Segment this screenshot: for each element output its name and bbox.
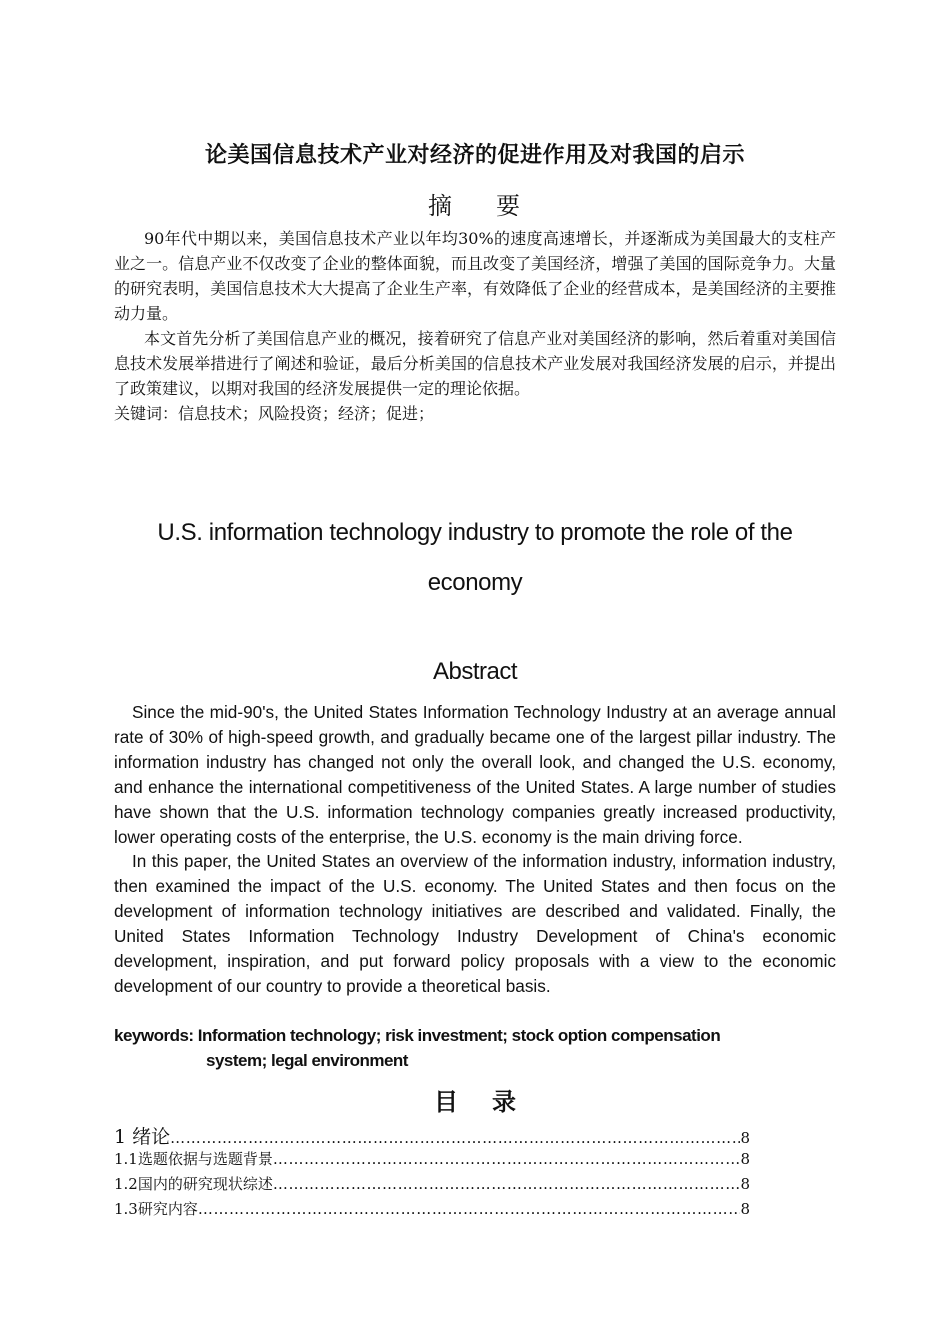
toc-entry-1-1[interactable] xyxy=(114,1148,750,1173)
toc-entry-page: 8 xyxy=(740,1200,750,1218)
toc-leader-dots xyxy=(170,1129,740,1147)
toc-leader-dots xyxy=(273,1150,741,1168)
chinese-title: 论美国信息技术产业对经济的促进作用及对我国的启示 xyxy=(204,143,745,168)
english-keywords-line-2: system; legal environment xyxy=(206,1051,408,1070)
toc-heading-char-1: 目 xyxy=(434,1088,458,1116)
toc-heading xyxy=(114,1082,836,1117)
english-title-line-2: economy xyxy=(427,569,523,596)
english-abstract-body xyxy=(114,700,836,999)
chinese-abstract-body xyxy=(114,226,836,426)
english-keywords-line-1: keywords: Information technology; risk investment; stock option compensation xyxy=(114,1026,721,1045)
toc-entry-page: 8 xyxy=(740,1150,750,1168)
english-abstract-paragraph-2: In this paper, the United States an overview of the information industry, information industry, then examined the impact of the U.S. economy. The United States and then focus on the development of information technology initiatives are described and validated. Finally, the United States Information Technology Industry Development of China's economic development, inspiration, and put forward policy proposals with a view to the economic development of our country to provide a theoretical basis. xyxy=(114,851,836,996)
english-title-line-1: U.S. information technology industry to promote the role of the xyxy=(157,519,793,546)
toc-heading-char-2: 录 xyxy=(492,1088,516,1116)
chinese-abstract-heading-char-2: 要 xyxy=(496,192,522,220)
toc-entry-label: 1.2国内的研究现状综述 xyxy=(114,1175,273,1193)
table-of-contents xyxy=(114,1122,750,1223)
toc-entry-page: 8 xyxy=(740,1175,750,1193)
toc-entry-label: 1 绪论 xyxy=(114,1126,171,1148)
chinese-abstract-heading-char-1: 摘 xyxy=(428,192,454,220)
toc-entry-label: 1.3研究内容 xyxy=(114,1200,198,1218)
english-title xyxy=(114,508,836,608)
english-abstract-heading: Abstract xyxy=(432,658,518,685)
toc-entry-label: 1.1选题依据与选题背景 xyxy=(114,1150,273,1168)
toc-entry-1[interactable] xyxy=(114,1122,750,1148)
chinese-abstract-paragraph-1: 90年代中期以来，美国信息技术产业以年均30%的速度高速增长，并逐渐成为美国最大的支柱产业之一。信息产业不仅改变了企业的整体面貌，而且改变了美国经济，增强了美国的国际竞争力。大量的研究表明，美国信息技术大大提高了企业生产率，有效降低了企业的经营成本，是美国经济的主要推动力量。 xyxy=(114,229,836,323)
toc-leader-dots xyxy=(273,1175,741,1193)
chinese-abstract-heading xyxy=(114,186,836,221)
english-abstract-paragraph-1: Since the mid-90's, the United States Information Technology Industry at an average annual rate of 30% of high-speed growth, and gradually became one of the largest pillar industry. The information industry has changed not only the overall look, and changed the U.S. economy, and enhance the international competitiveness of the United States. A large number of studies have shown that the U.S. information technology companies greatly increased productivity, lower operating costs of the enterprise, the U.S. economy is the main driving force. xyxy=(114,702,836,847)
chinese-abstract-paragraph-2: 本文首先分析了美国信息产业的概况，接着研究了信息产业对美国经济的影响，然后着重对美国信息技术发展举措进行了阐述和验证，最后分析美国的信息技术产业发展对我国经济发展的启示，并提出了政策建议，以期对我国的经济发展提供一定的理论依据。 xyxy=(114,329,836,398)
toc-entry-1-2[interactable] xyxy=(114,1173,750,1198)
chinese-keywords: 关键词：信息技术；风险投资；经济；促进； xyxy=(114,404,435,423)
english-keywords xyxy=(114,1023,836,1073)
toc-leader-dots xyxy=(198,1200,741,1218)
toc-entry-1-3[interactable] xyxy=(114,1198,750,1223)
toc-entry-page: 8 xyxy=(740,1129,750,1147)
